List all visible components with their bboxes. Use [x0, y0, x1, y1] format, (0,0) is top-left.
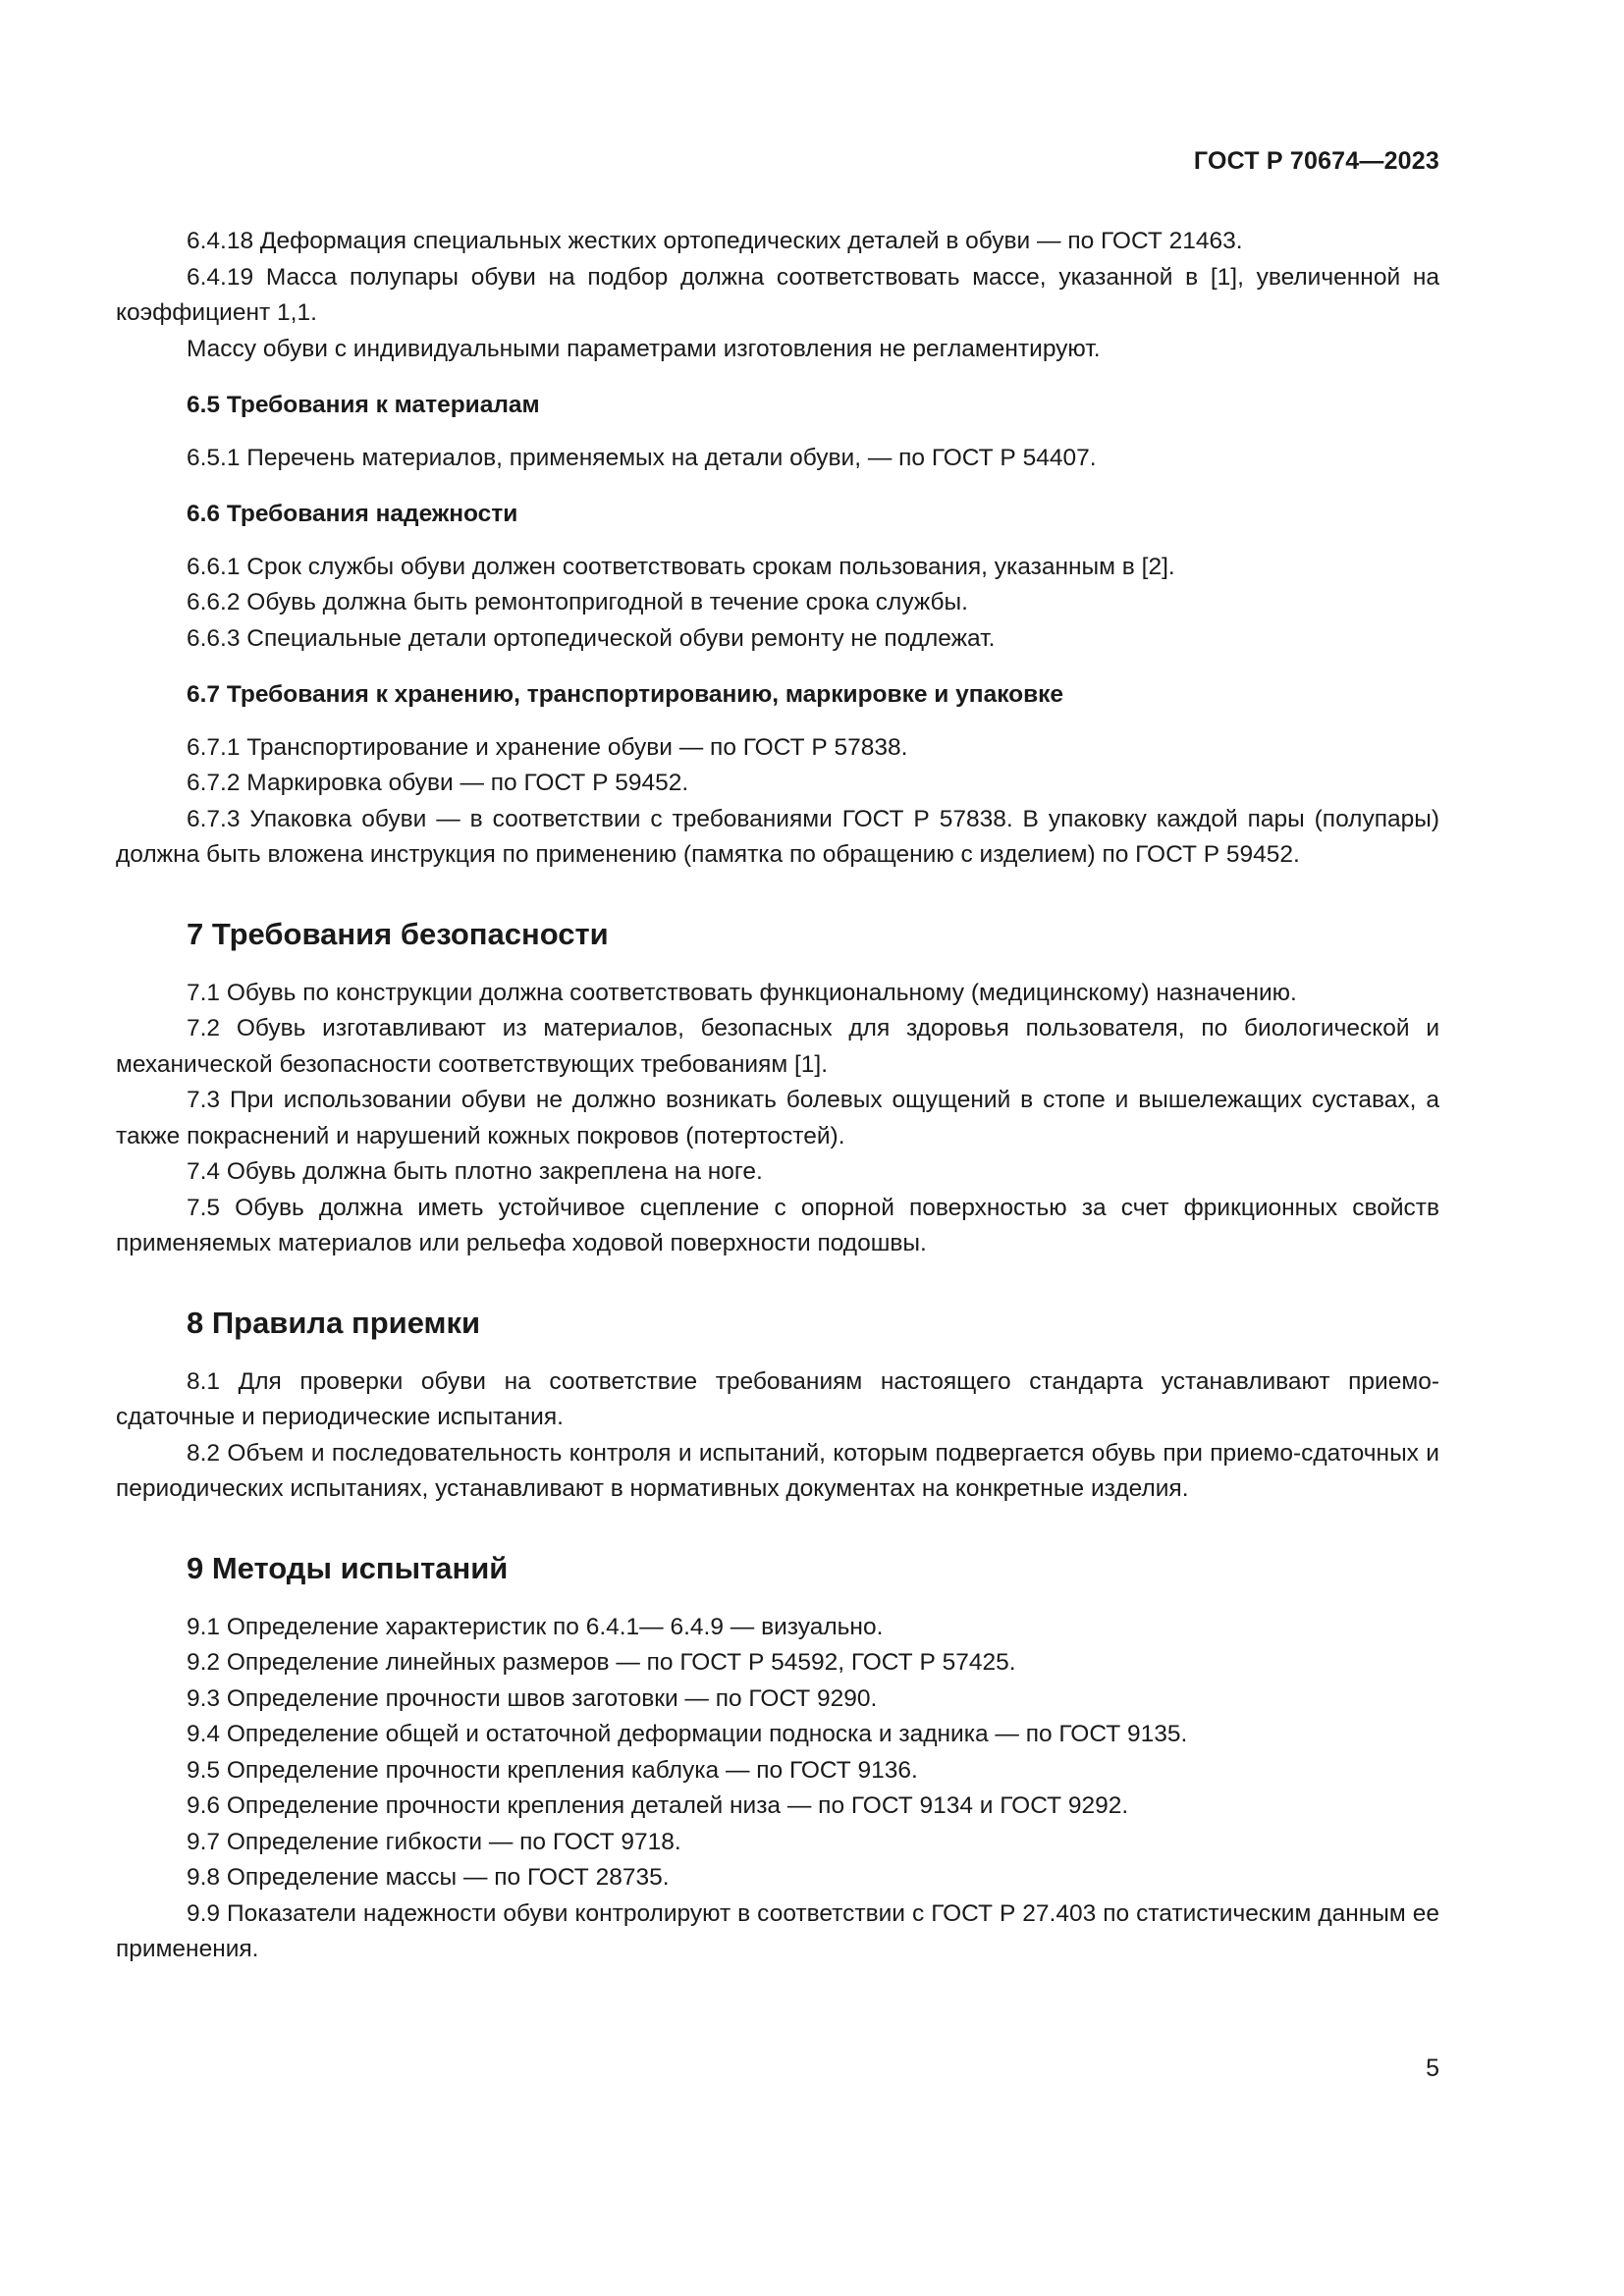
- paragraph: 6.6.3 Специальные детали ортопедической обуви ремонту не подлежат.: [187, 624, 996, 652]
- paragraph: 6.6.1 Срок службы обуви должен соответствовать срокам пользования, указанным в [2].: [187, 553, 1175, 580]
- paragraph: 7.1 Обувь по конструкции должна соответствовать функциональному (медицинскому) назначению.: [187, 979, 1297, 1006]
- paragraph: 9.4 Определение общей и остаточной деформации подноска и задника — по ГОСТ 9135.: [187, 1721, 1188, 1747]
- paragraph: 6.7.3 Упаковка обуви — в соответствии с требованиями ГОСТ Р 57838. В упаковку каждой пары (полупары) должна быть вложена инструкция по применению (памятка по обращению с изделием) по ГОСТ Р 59452.: [116, 805, 1439, 868]
- paragraph: 8.2 Объем и последовательность контроля и испытаний, которым подвергается обувь при приемо-сдаточных и периодических испытаниях, устанавливают в нормативных документах на конкретные изделия.: [116, 1439, 1439, 1502]
- paragraph: 9.3 Определение прочности швов заготовки — по ГОСТ 9290.: [187, 1684, 878, 1712]
- section-heading: 9 Методы испытаний: [187, 1550, 509, 1585]
- subsection-heading: 6.5 Требования к материалам: [187, 392, 540, 418]
- paragraph: 6.7.2 Маркировка обуви — по ГОСТ Р 59452.: [187, 770, 689, 796]
- paragraph: 9.2 Определение линейных размеров — по ГОСТ Р 54592, ГОСТ Р 57425.: [187, 1649, 1016, 1676]
- paragraph: Массу обуви с индивидуальными параметрами изготовления не регламентируют.: [187, 335, 1101, 362]
- subsection-heading: 6.6 Требования надежности: [187, 501, 518, 527]
- paragraph: 7.3 При использовании обуви не должно возникать болевых ощущений в стопе и вышележащих суставах, а также покраснений и нарушений кожных покровов (потертостей).: [116, 1087, 1439, 1149]
- section-heading: 8 Правила приемки: [187, 1305, 481, 1340]
- paragraph: 6.6.2 Обувь должна быть ремонтопригодной в течение срока службы.: [187, 589, 968, 615]
- paragraph: 6.4.18 Деформация специальных жестких ортопедических деталей в обуви — по ГОСТ 21463.: [187, 228, 1243, 254]
- paragraph: 9.9 Показатели надежности обуви контролируют в соответствии с ГОСТ Р 27.403 по статистическим данным ее применения.: [116, 1899, 1439, 1962]
- paragraph: 7.5 Обувь должна иметь устойчивое сцепление с опорной поверхностью за счет фрикционных свойств применяемых материалов или рельефа ходовой поверхности подошвы.: [116, 1194, 1439, 1256]
- subsection-heading: 6.7 Требования к хранению, транспортированию, маркировке и упаковке: [187, 681, 1064, 708]
- paragraph: 6.5.1 Перечень материалов, применяемых на детали обуви, — по ГОСТ Р 54407.: [187, 444, 1097, 471]
- paragraph: 7.4 Обувь должна быть плотно закреплена на ноге.: [187, 1158, 763, 1185]
- paragraph: 9.1 Определение характеристик по 6.4.1— 6.4.9 — визуально.: [187, 1613, 884, 1640]
- section-heading: 7 Требования безопасности: [187, 916, 609, 951]
- document-code-header: ГОСТ Р 70674—2023: [1193, 147, 1439, 175]
- paragraph: 6.7.1 Транспортирование и хранение обуви — по ГОСТ Р 57838.: [187, 733, 908, 761]
- paragraph: 9.5 Определение прочности крепления каблука — по ГОСТ 9136.: [187, 1756, 918, 1784]
- document-body: [116, 224, 1439, 1968]
- paragraph: 8.1 Для проверки обуви на соответствие требованиям настоящего стандарта устанавливают приемо-сдаточные и периодические испытания.: [116, 1367, 1439, 1430]
- page-number: 5: [1426, 2055, 1439, 2082]
- paragraph: 7.2 Обувь изготавливают из материалов, безопасных для здоровья пользователя, по биологической и механической безопасности соответствующих требованиям [1].: [116, 1015, 1439, 1078]
- paragraph: 9.6 Определение прочности крепления деталей низа — по ГОСТ 9134 и ГОСТ 9292.: [187, 1792, 1129, 1819]
- paragraph: 9.7 Определение гибкости — по ГОСТ 9718.: [187, 1828, 681, 1855]
- paragraph: 6.4.19 Масса полупары обуви на подбор должна соответствовать массе, указанной в [1], увеличенной на коэффициент 1,1.: [116, 263, 1439, 326]
- paragraph: 9.8 Определение массы — по ГОСТ 28735.: [187, 1864, 670, 1891]
